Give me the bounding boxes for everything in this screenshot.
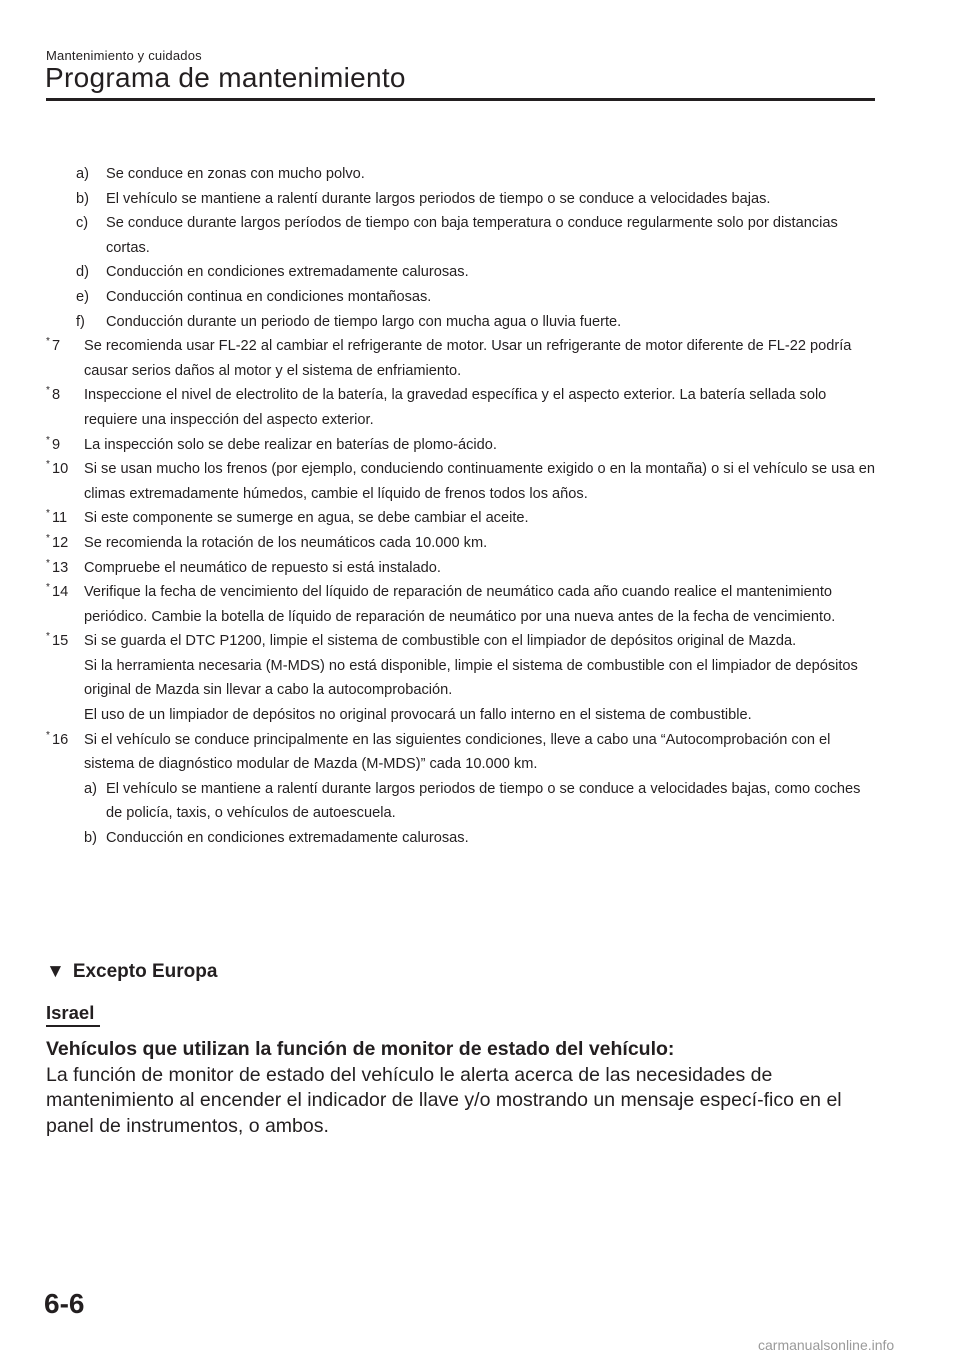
footnote-asterisk: *: [46, 729, 50, 741]
footnote-number: 10: [52, 461, 69, 478]
footnote-13: [46, 556, 878, 581]
footnote-text: Se recomienda la rotación de los neumáticos cada 10.000 km.: [84, 534, 488, 551]
footnote-12: [46, 531, 878, 556]
list-text: Conducción durante un periodo de tiempo largo con mucha agua o lluvia fuerte.: [106, 313, 622, 330]
subsection-heading: Israel: [46, 1002, 95, 1023]
footnote-asterisk: *: [46, 532, 50, 544]
footnote-16: [46, 728, 878, 777]
list-label: a): [76, 166, 89, 182]
footnote-number: 11: [52, 510, 68, 527]
section-heading-text: Excepto Europa: [72, 961, 218, 982]
footnote-asterisk: *: [46, 336, 50, 348]
footnote-number: 8: [52, 387, 61, 404]
footnote-text: Se recomienda usar FL-22 al cambiar el refrigerante de motor. Usar un refrigerante de motor diferente de FL-22 podría causar serios daños al motor y el sistema de enfriamiento.: [84, 338, 852, 379]
list-text: Se conduce en zonas con mucho polvo.: [106, 166, 365, 182]
footnote-14: [46, 580, 878, 629]
footnote-15: [46, 629, 878, 654]
footnote-number: 15: [52, 633, 69, 650]
footnote-number: 16: [52, 731, 69, 748]
footnote-text: Si se usan mucho los frenos (por ejemplo, conduciendo continuamente exigido o en la montaña) o si el vehículo se usa en climas extremadamente húmedos, cambie el líquido de frenos todos los años.: [84, 461, 875, 502]
list-label: a): [84, 780, 97, 797]
footnote-asterisk: *: [46, 459, 50, 471]
triangle-down-icon: ▼: [46, 961, 65, 982]
list-item: [46, 260, 878, 285]
subsection-underline: [46, 1025, 100, 1027]
footnote-9: [46, 433, 878, 458]
footnote-text: La inspección solo se debe realizar en baterías de plomo-ácido.: [84, 436, 497, 453]
footnote-text: Si este componente se sumerge en agua, se debe cambiar el aceite.: [84, 510, 529, 527]
list-item: [46, 310, 878, 335]
footnote-text: Compruebe el neumático de repuesto si está instalado.: [84, 559, 441, 576]
body-title: Vehículos que utilizan la función de monitor de estado del vehículo:: [46, 1038, 675, 1060]
footnote-number: 7: [52, 338, 61, 355]
body-block: [46, 1037, 878, 1139]
footnote-text: Si se guarda el DTC P1200, limpie el sistema de combustible con el limpiador de depósitos original de Mazda.: [84, 633, 797, 650]
list-item: [46, 285, 878, 310]
footnote-asterisk: *: [46, 385, 50, 397]
footnote-11: [46, 506, 878, 531]
watermark: carmanualsonline.info: [758, 1337, 895, 1353]
footnote-number: 12: [52, 534, 69, 551]
list-item: [46, 187, 878, 212]
page-number: 6-6: [44, 1288, 85, 1319]
footnote-number: 13: [52, 559, 69, 576]
page-title: Programa de mantenimiento: [45, 62, 406, 93]
footnote-asterisk: *: [46, 631, 50, 643]
list-item: [46, 777, 878, 826]
footnote-paragraph: El uso de un limpiador de depósitos no original provocará un fallo interno en el sistema de combustible.: [84, 707, 752, 724]
footnote-text: Verifique la fecha de vencimiento del líquido de reparación de neumático cada año cuando realice el mantenimiento periódico. Cambie la botella de líquido de reparación de neumático por una nueva antes de la fecha de vencimiento.: [84, 584, 836, 625]
list-item: [46, 826, 878, 851]
footnote-7: [46, 334, 878, 383]
list-label: f): [76, 313, 85, 330]
footnote-asterisk: *: [46, 434, 50, 446]
list-label: c): [76, 215, 89, 232]
list-label: b): [76, 190, 89, 207]
footnote-number: 14: [52, 584, 69, 601]
footnote-asterisk: *: [46, 582, 50, 594]
footnote-text: Si el vehículo se conduce principalmente en las siguientes condiciones, lleve a cabo una “Autocomprobación con el sistema de diagnóstico modular de Mazda (M-MDS)” cada 10.000 km.: [84, 731, 831, 773]
header-rule: [46, 98, 875, 101]
footnote-asterisk: *: [46, 557, 50, 569]
list-label: e): [76, 288, 89, 305]
footnote-number: 9: [52, 436, 61, 453]
list-label: d): [76, 264, 89, 281]
list-item: [46, 162, 878, 187]
footnote-asterisk: *: [46, 508, 50, 520]
header-section-label: Mantenimiento y cuidados: [46, 48, 202, 63]
footnote-8: [46, 383, 878, 432]
list-text: El vehículo se mantiene a ralentí durante largos periodos de tiempo o se conduce a velocidades bajas, como coches de policía, taxis, o vehículos de autoescuela.: [106, 780, 861, 822]
list-item: [46, 211, 878, 260]
list-label: b): [84, 830, 97, 847]
list-text: Se conduce durante largos períodos de tiempo con baja temperatura o conduce regularmente solo por distancias cortas.: [106, 215, 838, 256]
list-text: Conducción en condiciones extremadamente calurosas.: [106, 830, 469, 847]
list-text: El vehículo se mantiene a ralentí durante largos periodos de tiempo o se conduce a velocidades bajas.: [106, 190, 771, 207]
body-text: La función de monitor de estado del vehículo le alerta acerca de las necesidades de mantenimiento al encender el indicador de llave y/o mostrando un mensaje especí-fico en el panel de instrumentos, o ambos.: [46, 1063, 842, 1137]
list-text: Conducción en condiciones extremadamente calurosas.: [106, 264, 469, 281]
list-text: Conducción continua en condiciones montañosas.: [106, 288, 432, 305]
footnote-10: [46, 457, 878, 506]
footnote-text: Inspeccione el nivel de electrolito de la batería, la gravedad específica y el aspecto exterior. La batería sellada solo requiere una inspección del aspecto exterior.: [84, 387, 827, 428]
notes-block: [46, 162, 878, 851]
section-heading: [46, 961, 217, 983]
footnote-paragraph: Si la herramienta necesaria (M-MDS) no está disponible, limpie el sistema de combustible con el limpiador de depósitos original de Mazda sin llevar a cabo la autocomprobación.: [84, 657, 858, 699]
